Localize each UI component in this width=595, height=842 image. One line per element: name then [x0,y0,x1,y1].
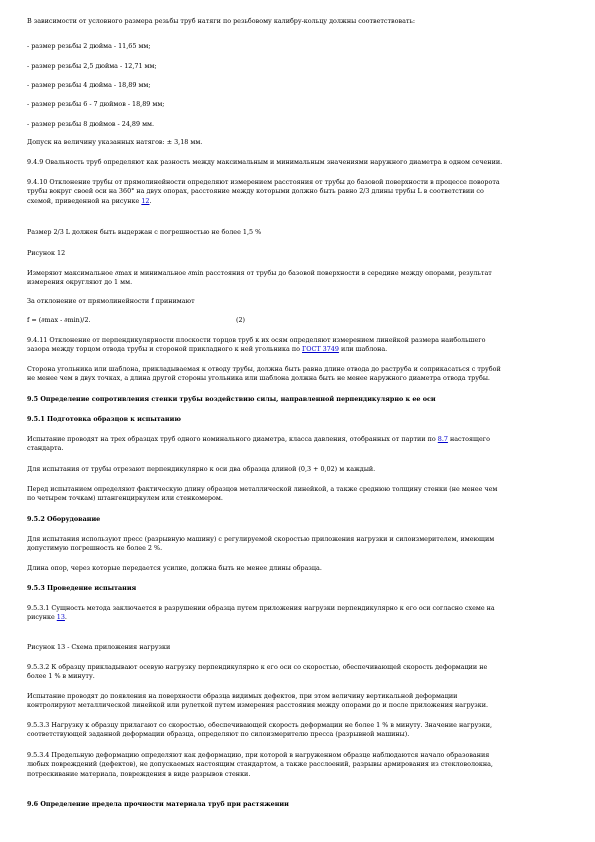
text-line: 9.5.3.1 Сущность метода заключается в разрушении образца путем приложения нагрузки перпендикулярно к его оси согласно схеме на [27,604,495,612]
text-fragment: схемой, приведенной на рисунке [27,196,140,205]
text-line: 9.5.3.2 К образцу прикладывают осевую нагрузку перпендикулярно к его оси со скоростью, обеспечивающей скорость деформации не [27,663,488,671]
section-heading-9-6: 9.6 Определение предела прочности материала труб при растяжении [27,800,289,808]
text-line: Перед испытанием определяют фактическую длину образцов металлической линейкой, а также среднюю толщину стенки (не менее чем [27,485,498,493]
text-line: допустимую погрешность не более 2 %. [27,544,163,553]
paragraph-9-5-3-3 [27,721,572,740]
text-fragment: . [64,613,67,622]
text-line: Испытание проводят до появления на поверхности образца видимых дефектов, при этом величину вертикальной деформации [27,692,458,700]
text-line: более 1 % в минуту. [27,672,95,681]
section-heading-9-5-2: 9.5.2 Оборудование [27,515,101,523]
text-line [27,345,572,354]
text-line: по четырем точкам) штангенциркулем или стенкомером. [27,494,223,503]
text-fragment: зазора между торцом отвода трубы и стороной прикладного к ней угольника по [27,345,300,354]
text-line: Измеряют максимальное ∂max и минимальное ∂min расстояния от трубы до базовой поверхности в середине между опорами, результат [27,269,492,277]
figure-12-link[interactable]: 12 [141,196,150,205]
text-line: стандарта. [27,444,64,453]
text-line: контролируют металлической линейкой или рулеткой путем измерения расстояния между опорами до и после приложения нагрузки. [27,701,489,710]
paragraph-9-4-11 [27,336,572,355]
list-item: - размер резьбы 8 дюймов - 24,89 мм. [27,120,155,128]
text-line: измерения округляют до 1 мм. [27,278,133,287]
text-line: 9.5.3.4 Предельную деформацию определяют как деформацию, при которой в нагруженном образце наблюдаются начало образования [27,751,490,759]
paragraph-samples [27,435,572,454]
text-line: соответствующей заданной деформации образца, определяют по силоизмерителю пресса (разрывной машины). [27,730,410,739]
figure-13-link[interactable]: 13 [56,613,65,622]
formula-number: (2) [236,316,246,324]
paragraph-deviation-definition: За отклонение от прямолинейности f принимают [27,297,195,305]
text-line: Сторона угольника или шаблона, прикладываемая к отводу трубы, должна быть равна длине отвода до раструба и соприкасаться с трубой [27,365,501,373]
text-line: потрескивание материала, повреждения в виде разрывов стенки. [27,769,251,778]
paragraph-square-side [27,365,572,384]
paragraph-size-tolerance: Размер 2/3 L должен быть выдержан с погрешностью не более 1,5 % [27,228,262,236]
clause-8-7-link[interactable]: 8.7 [437,435,448,443]
text-line: трубы вокруг своей оси на 360° на двух опорах, расстояние между которыми должно быть равно 2/3 длины трубы L в соответствии со [27,187,484,196]
text-fragment: Испытание проводят на трех образцах труб одного номинального диаметра, класса давления, отобранных от партии по [27,435,436,443]
paragraph-equipment [27,535,572,554]
paragraph-tolerance: Допуск на величину указанных натягов: ± 3,18 мм. [27,138,203,146]
section-heading-9-5: 9.5 Определение сопротивления стенки трубы воздействию силы, направленной перпендикулярно к ее оси [27,395,436,403]
text-line: Для испытания используют пресс (разрывную машину) с регулируемой скоростью приложения нагрузки и силоизмерителем, имеющим [27,535,495,543]
list-item: - размер резьбы 4 дюйма - 18,89 мм; [27,81,151,89]
paragraph-before-test [27,485,572,504]
paragraph-cut: Для испытания от трубы отрезают перпендикулярно к оси два образца длиной (0,3 + 0,02) м каждый. [27,465,376,473]
text-fragment: настоящего [449,435,490,443]
text-line: 9.5.3.3 Нагрузку к образцу прилагают со скоростью, обеспечивающей скорость деформации не более 1 % в минуту. Значение нагрузки, [27,721,492,729]
list-item: - размер резьбы 2,5 дюйма - 12,71 мм; [27,62,157,70]
text-line: 9.4.10 Отклонение трубы от прямолинейности определяют измерением расстояния от трубы до базовой поверхности в процессе поворота [27,178,500,186]
section-heading-9-5-1: 9.5.1 Подготовка образцов к испытанию [27,415,181,423]
text-line: не менее чем в двух точках, а длина другой стороны угольника или шаблона должна быть не менее наружного диаметра отвода трубы. [27,374,490,383]
figure-12-caption: Рисунок 12 [27,249,66,257]
paragraph-9-5-3-2 [27,663,572,682]
paragraph-9-5-3-4 [27,751,572,779]
text-line [27,197,572,206]
text-fragment: или шаблона. [340,345,388,354]
text-line: 9.4.11 Отклонение от перпендикулярности плоскости торцов труб к их осям определяют измерением линейкой размера наибольшего [27,336,486,344]
paragraph-natyagi-intro: В зависимости от условного размера резьбы труб натяги по резьбовому калибру-кольцу должны соответствовать: [27,17,416,25]
paragraph-measure [27,269,572,288]
text-fragment: рисунке [27,613,55,622]
gost-3749-link[interactable]: ГОСТ 3749 [302,345,339,354]
figure-13-caption: Рисунок 13 - Схема приложения нагрузки [27,643,171,651]
section-heading-9-5-3: 9.5.3 Проведение испытания [27,584,137,592]
text-line [27,435,572,444]
list-item: - размер резьбы 6 - 7 дюймов - 18,89 мм; [27,100,165,108]
text-fragment: . [149,196,152,205]
paragraph-9-4-10 [27,178,572,206]
list-item: - размер резьбы 2 дюйма - 11,65 мм; [27,42,151,50]
paragraph-test-procedure [27,692,572,711]
formula-2: f = (∂max - ∂min)/2. [27,316,91,324]
text-line: любых повреждений (дефектов), не допускаемых настоящим стандартом, а также расслоений, разрывы армирования из стекловолокна, [27,760,493,769]
paragraph-supports: Длина опор, через которые передается усилие, должна быть не менее длины образца. [27,564,322,572]
paragraph-9-5-3-1 [27,604,572,623]
text-line [27,613,572,622]
paragraph-9-4-9: 9.4.9 Овальность труб определяют как разность между максимальным и минимальным значениями наружного диаметра в одном сечении. [27,158,503,166]
